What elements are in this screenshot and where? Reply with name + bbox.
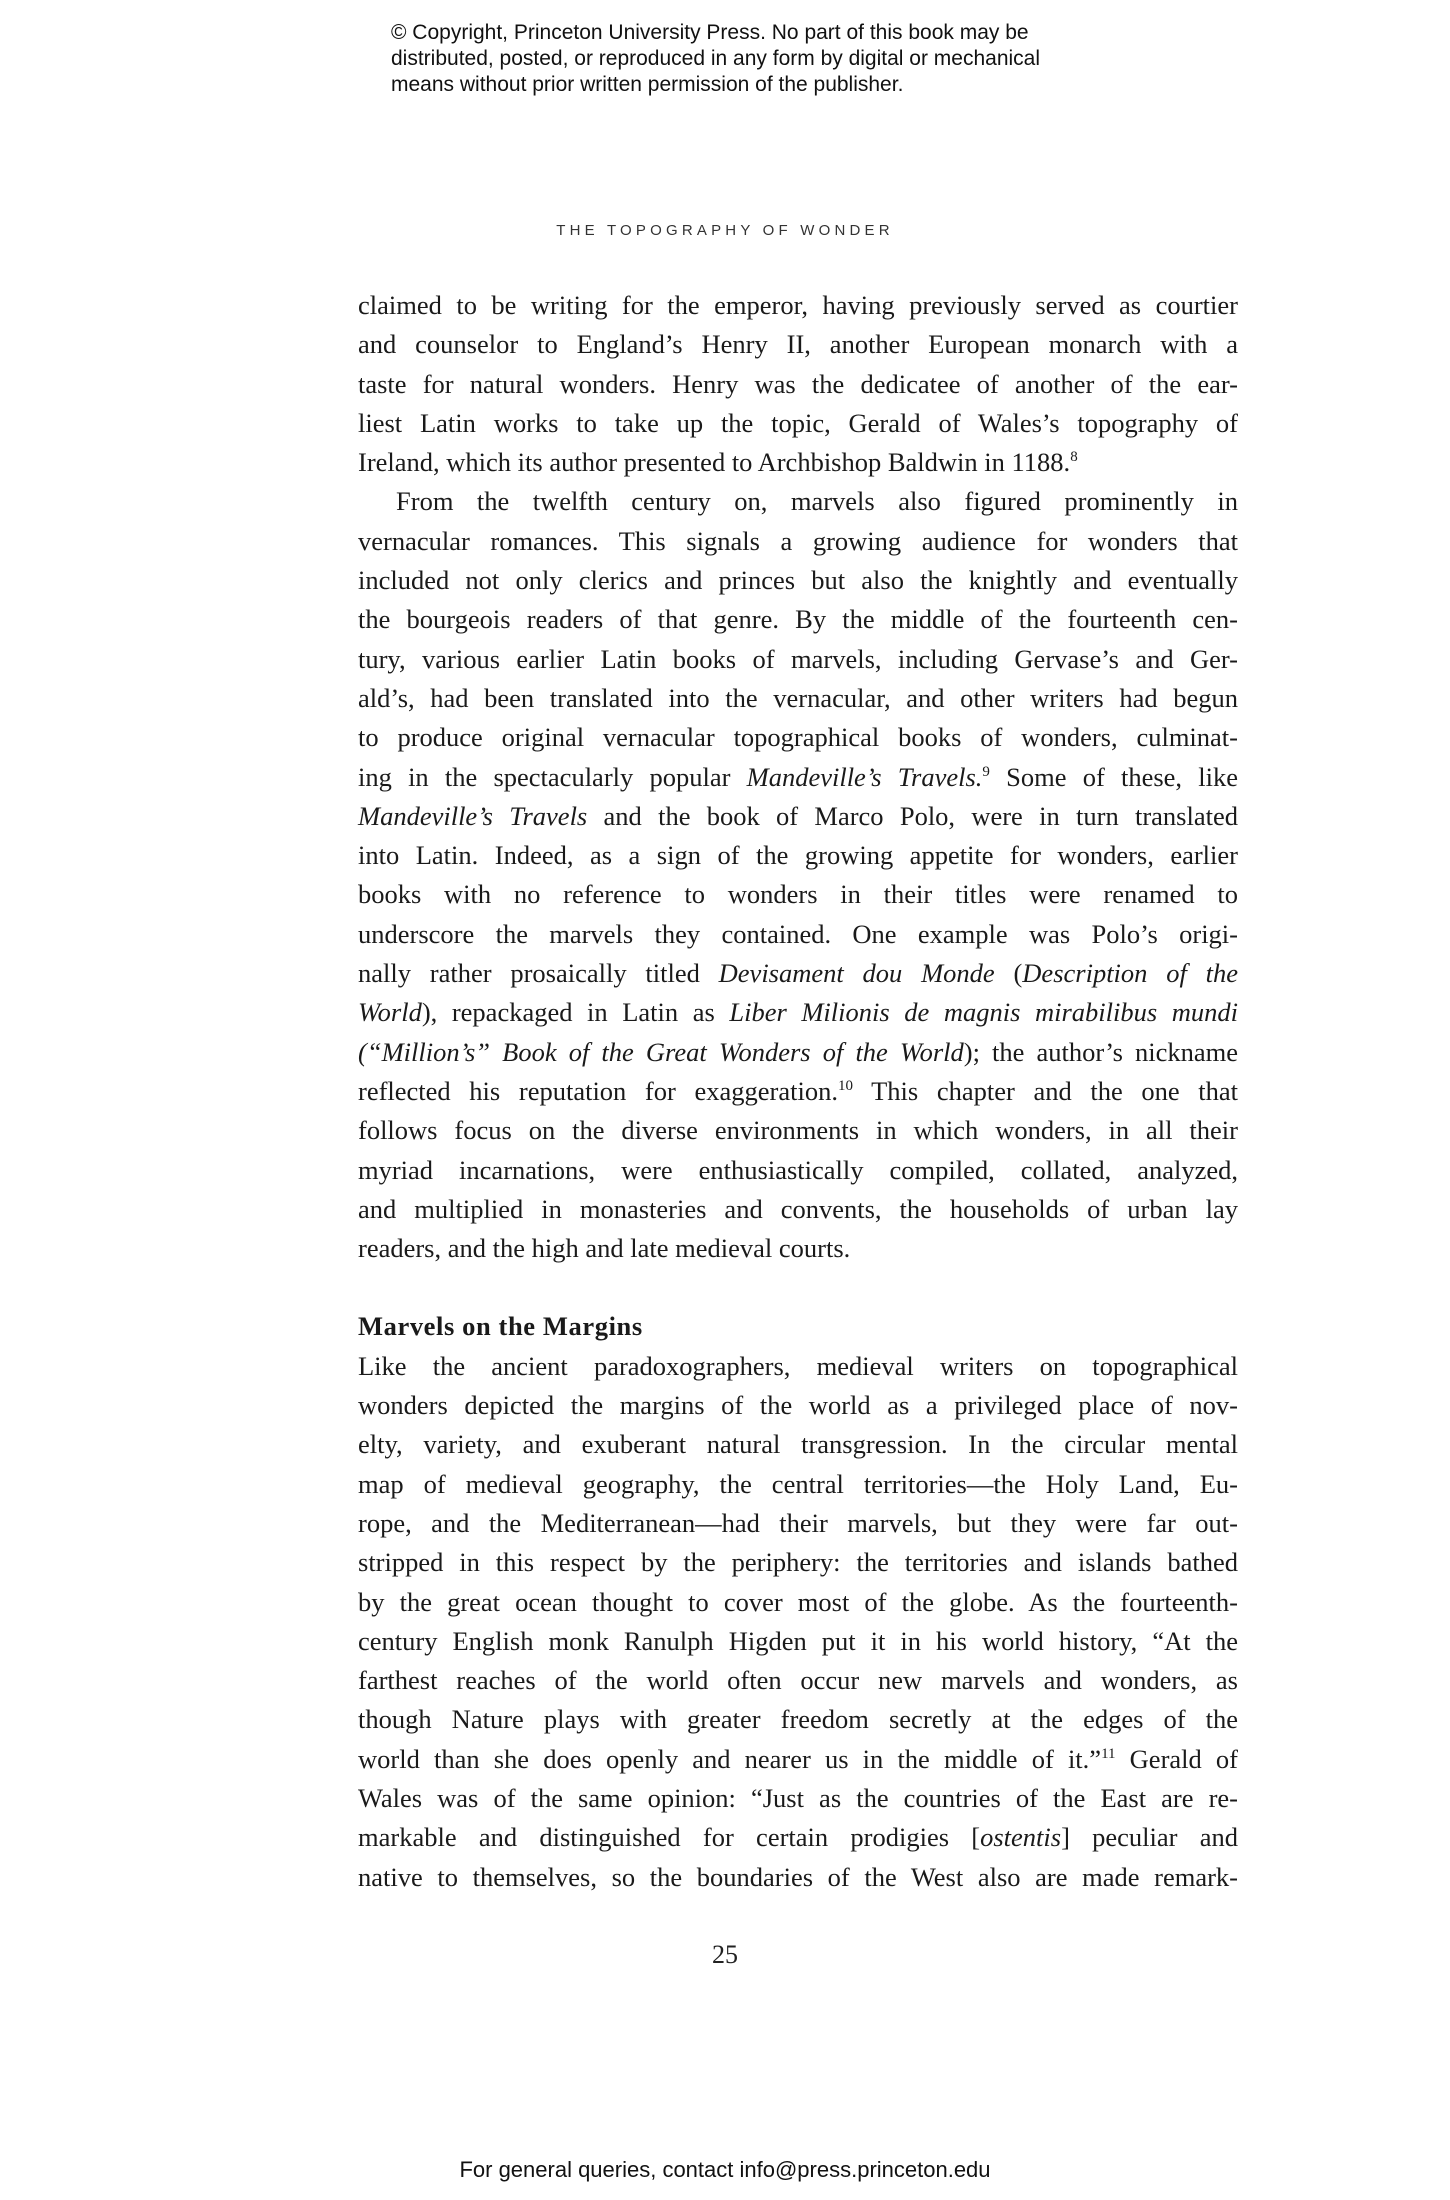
text-line: readers, and the high and late medieval courts. — [358, 1233, 851, 1264]
text-span: Gerald of — [1115, 1743, 1238, 1774]
text-line: stripped in this respect by the periphery: the territories and islands bathed — [358, 1547, 1238, 1578]
text-line — [358, 797, 1238, 836]
text-line — [358, 1033, 1238, 1072]
text-span: Ireland, which its author presented to Archbishop Baldwin in 1188. — [358, 447, 1071, 478]
text-line: rope, and the Mediterranean—had their marvels, but they were far out- — [358, 1507, 1238, 1538]
text-line — [358, 1818, 1238, 1857]
text-span: world than she does openly and nearer us in the middle of it.” — [358, 1743, 1102, 1774]
text-span: reflected his reputation for exaggeration. — [358, 1075, 838, 1106]
text-line: century English monk Ranulph Higden put it in his world history, “At the — [358, 1625, 1238, 1656]
text-line: follows focus on the diverse environments in which wonders, in all their — [358, 1115, 1238, 1146]
book-title: Mandeville’s Travels. — [746, 761, 983, 792]
text-line — [358, 1072, 1238, 1111]
book-title: Mandeville’s Travels — [358, 800, 588, 831]
text-span: and the book of Marco Polo, were in turn translated — [587, 800, 1238, 831]
footnote-ref: 9 — [982, 763, 990, 780]
text-line: though Nature plays with greater freedom secretly at the edges of the — [358, 1704, 1238, 1735]
text-line: the bourgeois readers of that genre. By the middle of the fourteenth cen- — [358, 604, 1238, 635]
copyright-line: © Copyright, Princeton University Press. No part of this book may be — [391, 21, 1029, 44]
text-span: ing in the spectacularly popular — [358, 761, 747, 792]
paragraph-2 — [358, 482, 1238, 1268]
text-line: included not only clerics and princes but also the knightly and eventually — [358, 565, 1238, 596]
text-line: claimed to be writing for the emperor, having previously served as courtier — [358, 290, 1238, 320]
text-line: and multiplied in monasteries and convents, the households of urban lay — [358, 1193, 1238, 1224]
text-line: Like the ancient paradoxographers, medieval writers on topographical — [358, 1350, 1238, 1381]
page-number: 25 — [712, 1940, 738, 1969]
text-line: liest Latin works to take up the topic, Gerald of Wales’s topography of — [358, 407, 1238, 438]
footnote-ref: 8 — [1070, 449, 1078, 466]
text-line — [358, 954, 1238, 993]
latin-term: ostentis — [980, 1822, 1062, 1853]
paragraph-1 — [358, 286, 1238, 482]
text-line: From the twelfth century on, marvels also figured prominently in — [396, 486, 1238, 517]
text-span: Some of these, like — [989, 761, 1238, 792]
text-line: into Latin. Indeed, as a sign of the growing appetite for wonders, earlier — [358, 840, 1238, 871]
text-line: to produce original vernacular topographical books of wonders, culminat- — [358, 722, 1238, 753]
copyright-line: distributed, posted, or reproduced in any form by digital or mechanical — [391, 47, 1041, 70]
text-span: ); the author’s nickname — [963, 1036, 1238, 1067]
text-line: taste for natural wonders. Henry was the dedicatee of another of the ear- — [358, 368, 1238, 399]
section-heading: Marvels on the Margins — [358, 1311, 643, 1342]
text-line — [358, 993, 1238, 1032]
text-span: This chapter and the one that — [852, 1075, 1239, 1106]
book-title: Devisament dou Monde — [718, 958, 995, 989]
text-line: vernacular romances. This signals a growing audience for wonders that — [358, 525, 1238, 556]
text-line — [358, 1740, 1238, 1779]
footnote-ref: 10 — [837, 1077, 853, 1094]
text-span: ] peculiar and — [1061, 1822, 1238, 1853]
text-line: farthest reaches of the world often occur new marvels and wonders, as — [358, 1665, 1238, 1696]
text-span: markable and distinguished for certain prodigies [ — [358, 1822, 981, 1853]
text-span: ), repackaged in Latin as — [421, 997, 730, 1028]
text-line: native to themselves, so the boundaries of the West also are made remark- — [358, 1861, 1238, 1892]
text-line: elty, variety, and exuberant natural transgression. In the circular mental — [358, 1429, 1238, 1460]
text-line: tury, various earlier Latin books of marvels, including Gervase’s and Ger- — [358, 643, 1238, 674]
text-span: ( — [994, 958, 1023, 989]
book-title: World — [358, 997, 422, 1028]
book-title: Description of the — [1022, 958, 1238, 989]
text-line: and counselor to England’s Henry II, another European monarch with a — [358, 329, 1238, 360]
text-line: Wales was of the same opinion: “Just as the countries of the East are re- — [358, 1782, 1238, 1813]
text-line — [358, 443, 1238, 482]
text-line: map of medieval geography, the central territories—the Holy Land, Eu- — [358, 1468, 1238, 1499]
copyright-notice — [391, 20, 1151, 98]
text-line: myriad incarnations, were enthusiastically compiled, collated, analyzed, — [358, 1154, 1238, 1185]
copyright-line: means without prior written permission of the publisher. — [391, 73, 904, 96]
running-head: THE TOPOGRAPHY OF WONDER — [556, 222, 894, 239]
text-line: ald’s, had been translated into the vernacular, and other writers had begun — [358, 682, 1238, 713]
text-line — [358, 758, 1238, 797]
book-title: Liber Milionis de magnis mirabilibus mundi — [729, 997, 1238, 1028]
text-line: by the great ocean thought to cover most of the globe. As the fourteenth- — [358, 1586, 1238, 1617]
book-title: (“Million’s” Book of the Great Wonders of the World — [358, 1036, 964, 1067]
footer-contact: For general queries, contact info@press.princeton.edu — [459, 2157, 991, 2182]
footnote-ref: 11 — [1101, 1745, 1116, 1762]
text-line: wonders depicted the margins of the world as a privileged place of nov- — [358, 1390, 1238, 1421]
paragraph-3 — [358, 1347, 1238, 1897]
text-line: underscore the marvels they contained. One example was Polo’s origi- — [358, 918, 1238, 949]
body-text — [358, 286, 1238, 1897]
text-line: books with no reference to wonders in their titles were renamed to — [358, 879, 1238, 910]
text-span: nally rather prosaically titled — [358, 958, 719, 989]
